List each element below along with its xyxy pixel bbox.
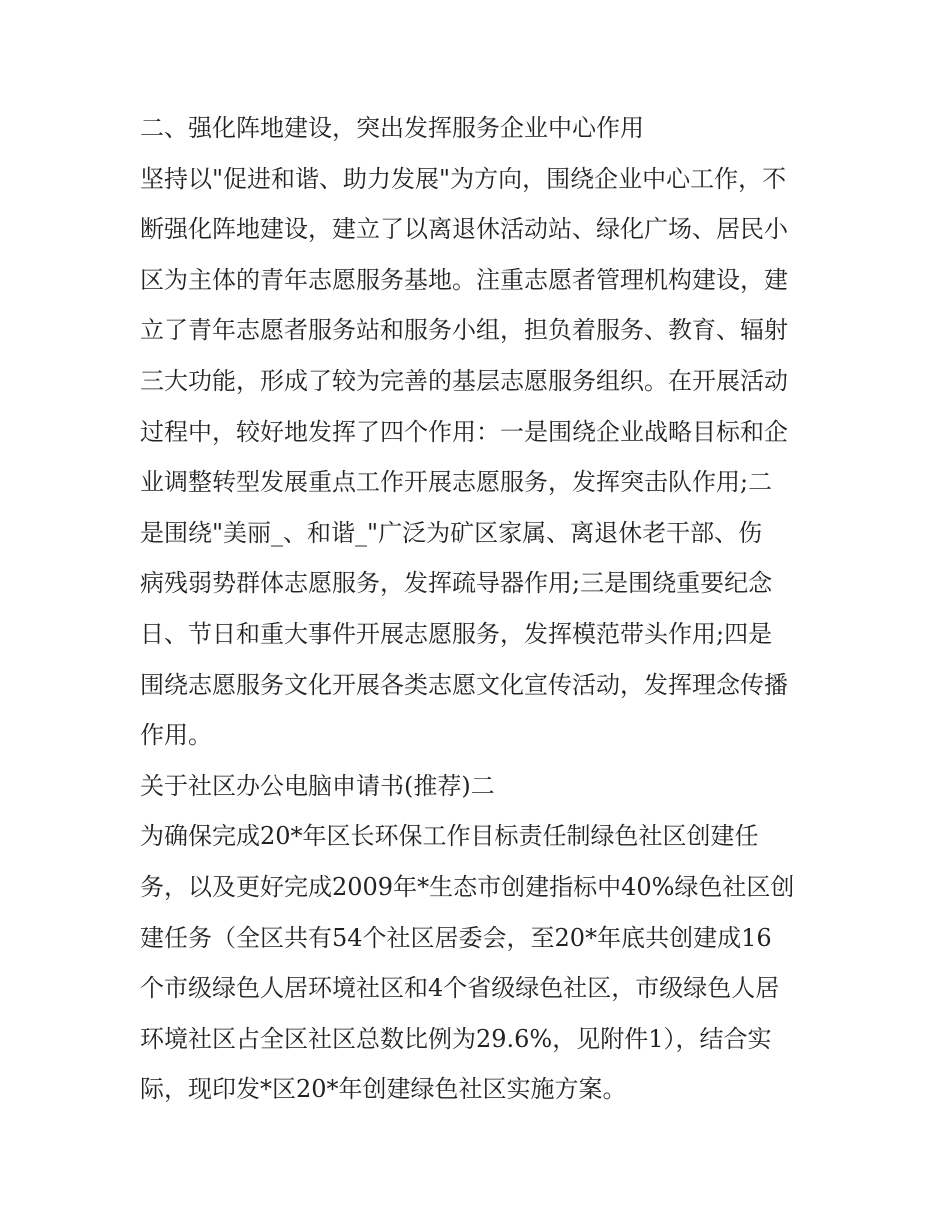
paragraph-line: 业调整转型发展重点工作开展志愿服务，发挥突击队作用;二 — [140, 468, 773, 497]
paragraph-line: 作用。 — [140, 721, 212, 750]
paragraph-line: 环境社区占全区社区总数比例为29.6%，见附件1），结合实 — [140, 1024, 772, 1053]
paragraph-line: 病残弱势群体志愿服务，发挥疏导器作用;三是围绕重要纪念 — [140, 569, 773, 598]
paragraph-line: 过程中，较好地发挥了四个作用：一是围绕企业战略目标和企 — [140, 417, 788, 446]
section-heading: 关于社区办公电脑申请书(推荐)二 — [140, 771, 495, 800]
section-heading: 二、强化阵地建设，突出发挥服务企业中心作用 — [140, 114, 644, 142]
paragraph-line: 立了青年志愿者服务站和服务小组，担负着服务、教育、辐射 — [140, 316, 788, 345]
paragraph-line: 务，以及更好完成2009年*生态市创建指标中40%绿色社区创 — [140, 872, 795, 901]
paragraph-line: 际，现印发*区20*年创建绿色社区实施方案。 — [140, 1075, 627, 1104]
paragraph-line: 区为主体的青年志愿服务基地。注重志愿者管理机构建设，建 — [140, 265, 788, 294]
paragraph-line: 日、节日和重大事件开展志愿服务，发挥模范带头作用;四是 — [140, 619, 773, 648]
document-page — [140, 103, 830, 1115]
paragraph-line: 三大功能，形成了较为完善的基层志愿服务组织。在开展活动 — [140, 366, 788, 395]
paragraph-line: 是围绕"美丽_、和谐_"广泛为矿区家属、离退休老干部、伤 — [140, 518, 763, 547]
paragraph-line: 为确保完成20*年区长环保工作目标责任制绿色社区创建任 — [140, 822, 759, 851]
paragraph-line: 断强化阵地建设，建立了以离退休活动站、绿化广场、居民小 — [140, 215, 788, 244]
paragraph-line: 坚持以"促进和谐、助力发展"为方向，围绕企业中心工作，不 — [140, 164, 787, 193]
paragraph-line: 个市级绿色人居环境社区和4个省级绿色社区，市级绿色人居 — [140, 974, 780, 1003]
paragraph-line: 围绕志愿服务文化开展各类志愿文化宣传活动，发挥理念传播 — [140, 670, 788, 699]
paragraph-line: 建任务（全区共有54个社区居委会，至20*年底共创建成16 — [140, 923, 772, 952]
